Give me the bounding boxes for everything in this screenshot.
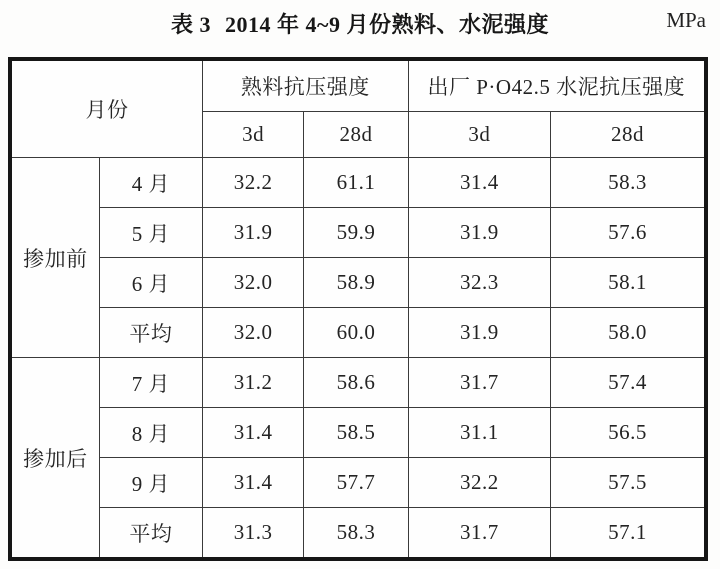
table-row xyxy=(10,258,706,308)
table-row xyxy=(10,358,706,408)
value-cell: 31.1 xyxy=(408,408,550,458)
month-cell: 7 月 xyxy=(99,358,202,408)
value-cell: 58.5 xyxy=(304,408,408,458)
value-cell: 32.0 xyxy=(203,308,304,358)
table-row xyxy=(10,508,706,560)
caption-prefix: 表 3 xyxy=(171,12,212,37)
value-cell: 61.1 xyxy=(304,158,408,208)
value-cell: 32.2 xyxy=(408,458,550,508)
month-header-cell: 月份 xyxy=(10,59,203,158)
unit-label: MPa xyxy=(666,8,706,32)
header-row-1 xyxy=(10,59,706,112)
month-cell: 8 月 xyxy=(99,408,202,458)
value-cell: 32.0 xyxy=(203,258,304,308)
value-cell: 31.3 xyxy=(203,508,304,560)
value-cell: 57.5 xyxy=(551,458,706,508)
value-cell: 31.4 xyxy=(203,458,304,508)
value-cell: 31.9 xyxy=(203,208,304,258)
table-caption xyxy=(0,0,720,44)
month-cell: 9 月 xyxy=(99,458,202,508)
value-cell: 60.0 xyxy=(304,308,408,358)
month-cell: 6 月 xyxy=(99,258,202,308)
clinker-3d-header: 3d xyxy=(203,112,304,158)
value-cell: 57.6 xyxy=(551,208,706,258)
cement-3d-header: 3d xyxy=(408,112,550,158)
table-row xyxy=(10,308,706,358)
value-cell: 58.6 xyxy=(304,358,408,408)
value-cell: 57.1 xyxy=(551,508,706,560)
value-cell: 31.9 xyxy=(408,208,550,258)
cement-group-header: 出厂 P·O42.5 水泥抗压强度 xyxy=(408,59,706,112)
clinker-group-header: 熟料抗压强度 xyxy=(203,59,409,112)
value-cell: 31.4 xyxy=(408,158,550,208)
month-cell: 5 月 xyxy=(99,208,202,258)
month-cell: 平均 xyxy=(99,508,202,560)
value-cell: 31.7 xyxy=(408,508,550,560)
value-cell: 31.4 xyxy=(203,408,304,458)
value-cell: 32.3 xyxy=(408,258,550,308)
value-cell: 57.4 xyxy=(551,358,706,408)
value-cell: 32.2 xyxy=(203,158,304,208)
table-row xyxy=(10,458,706,508)
value-cell: 56.5 xyxy=(551,408,706,458)
value-cell: 58.1 xyxy=(551,258,706,308)
value-cell: 58.3 xyxy=(551,158,706,208)
table-row xyxy=(10,208,706,258)
clinker-28d-header: 28d xyxy=(304,112,408,158)
caption-text xyxy=(0,8,720,39)
cement-28d-header: 28d xyxy=(551,112,706,158)
group-label-after: 掺加后 xyxy=(10,358,99,560)
month-cell: 4 月 xyxy=(99,158,202,208)
value-cell: 59.9 xyxy=(304,208,408,258)
value-cell: 57.7 xyxy=(304,458,408,508)
value-cell: 31.7 xyxy=(408,358,550,408)
caption-title: 2014 年 4~9 月份熟料、水泥强度 xyxy=(225,12,549,37)
table-row xyxy=(10,408,706,458)
value-cell: 58.0 xyxy=(551,308,706,358)
month-cell: 平均 xyxy=(99,308,202,358)
value-cell: 58.3 xyxy=(304,508,408,560)
group-label-before: 掺加前 xyxy=(10,158,99,358)
strength-table xyxy=(8,57,708,561)
value-cell: 31.9 xyxy=(408,308,550,358)
value-cell: 31.2 xyxy=(203,358,304,408)
value-cell: 58.9 xyxy=(304,258,408,308)
table-row xyxy=(10,158,706,208)
